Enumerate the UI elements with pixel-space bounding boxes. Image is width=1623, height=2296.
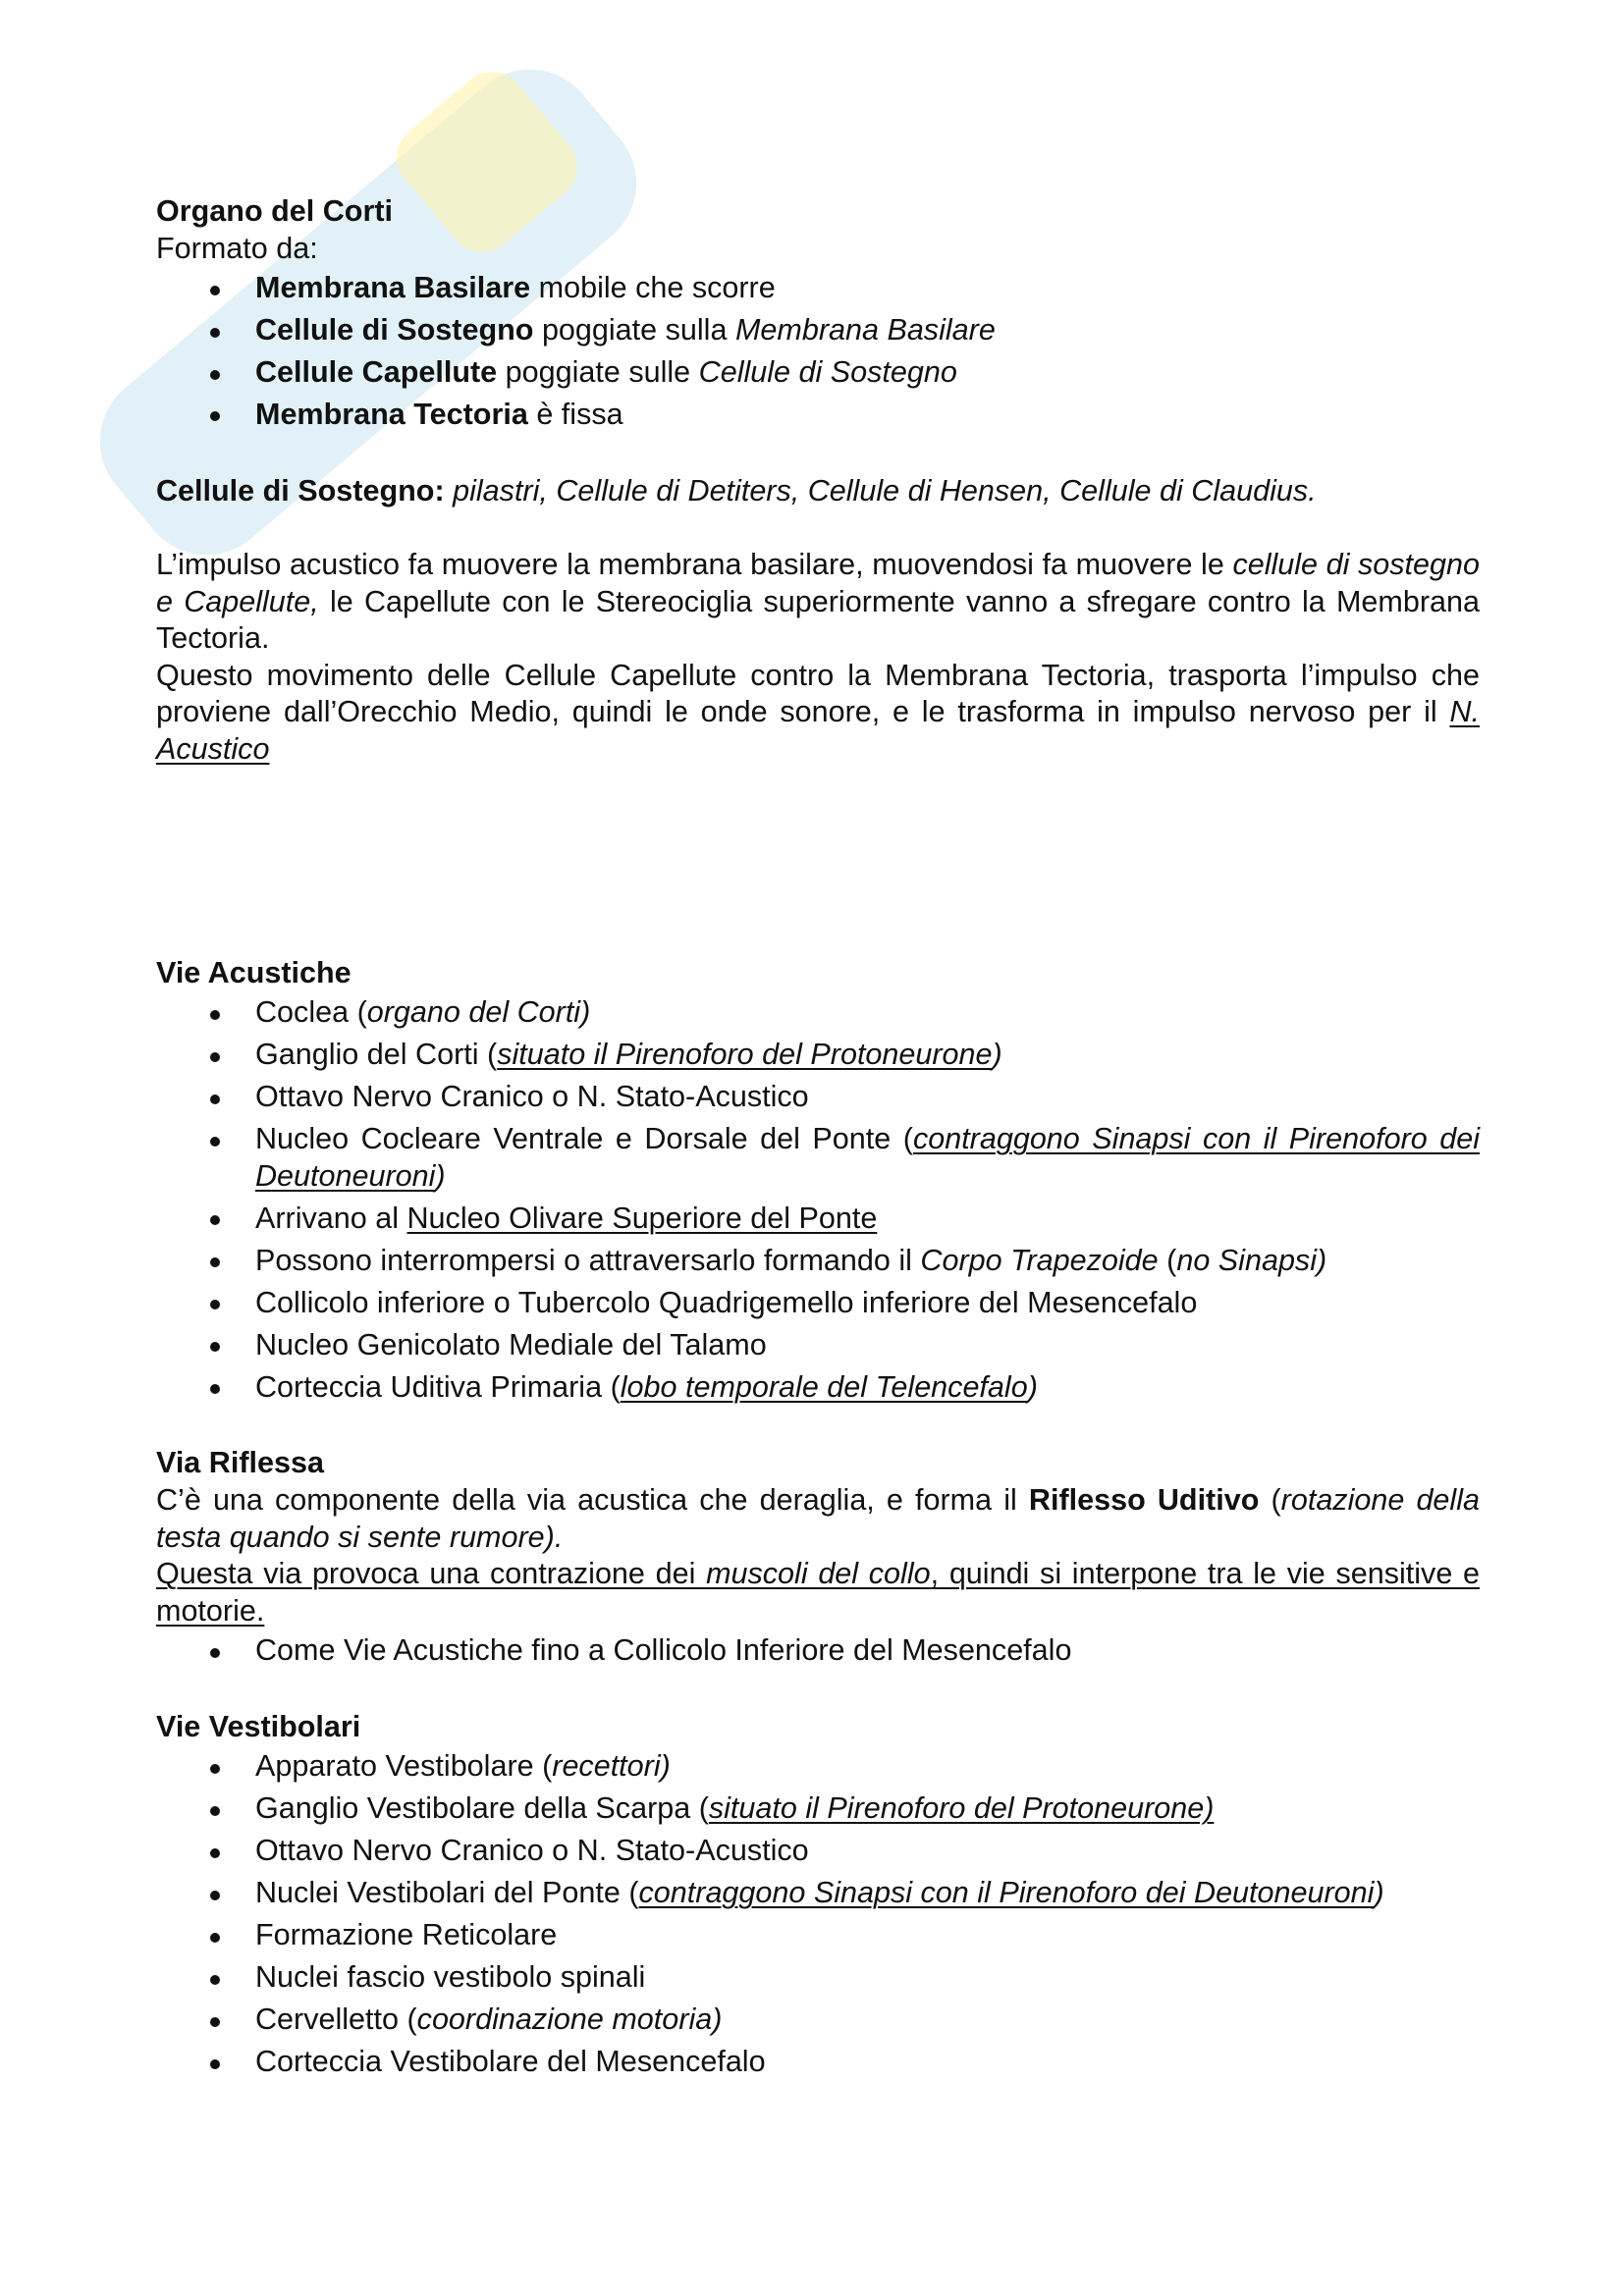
bullet-icon	[210, 1095, 220, 1104]
bullet-icon	[210, 1975, 220, 1985]
list-item	[255, 2041, 1480, 2083]
paragraph-cellule-sostegno	[156, 473, 1480, 510]
list-item	[255, 1831, 1480, 1873]
organo-components-list	[156, 267, 1480, 436]
bullet-icon	[210, 2059, 220, 2069]
list-item	[255, 1035, 1480, 1077]
plain-text: Nuclei Vestibolari del Ponte (	[255, 1876, 639, 1910]
vie-acustiche-list	[156, 992, 1480, 1409]
underlined-italic-text: lobo temporale del Telencefalo	[620, 1369, 1028, 1404]
section-title: Vie Acustiche	[156, 955, 352, 989]
list-item	[255, 394, 1480, 436]
list-item	[255, 1366, 1480, 1409]
list-item	[255, 267, 1480, 309]
underlined-italic-text: contraggono Sinapsi con il Pirenoforo dei Deutoneuroni	[255, 1122, 1480, 1193]
paragraph-riflesso-uditivo	[156, 1482, 1480, 1556]
plain-text: Possono interrompersi o attraversarlo formando il	[255, 1243, 921, 1277]
underlined-italic-text: situato il Pirenoforo del Protoneurone)	[708, 1791, 1215, 1826]
list-item	[255, 1746, 1480, 1789]
plain-text: Coclea (	[255, 995, 367, 1030]
italic-text: Membrana Basilare	[734, 313, 996, 347]
plain-text: C’è una componente della via acustica che deraglia, e forma il	[156, 1483, 1029, 1518]
plain-text: Nucleo Cocleare Ventrale e Dorsale del Ponte (	[255, 1122, 913, 1156]
bullet-icon	[210, 411, 220, 421]
bullet-icon	[210, 1891, 220, 1900]
bold-term: Membrana Basilare	[255, 271, 531, 305]
section-title: Organo del Corti	[156, 194, 393, 229]
plain-text: Nucleo Genicolato Mediale del Talamo	[255, 1327, 767, 1362]
plain-text: mobile che scorre	[530, 271, 776, 305]
bold-term: Cellule di Sostegno	[255, 313, 534, 347]
list-item	[255, 351, 1480, 394]
italic-text: coordinazione motoria)	[416, 2002, 723, 2037]
bullet-icon	[210, 1300, 220, 1309]
list-item	[255, 1198, 1480, 1240]
plain-text: Come Vie Acustiche fino a Collicolo Inferiore del Mesencefalo	[255, 1633, 1072, 1668]
list-item	[255, 1789, 1480, 1831]
underlined-italic-text: contraggono Sinapsi con il Pirenoforo dei Deutoneuroni	[638, 1876, 1375, 1910]
plain-text: Arrivano al	[255, 1201, 407, 1235]
italic-text: )	[992, 1038, 1002, 1072]
plain-text: Corteccia Vestibolare del Mesencefalo	[255, 2045, 766, 2079]
plain-text: Ottavo Nervo Cranico o N. Stato-Acustico	[255, 1080, 809, 1114]
list-item	[255, 309, 1480, 351]
plain-text: (	[1158, 1243, 1177, 1277]
bullet-icon	[210, 1764, 220, 1774]
plain-text: Questo movimento delle Cellule Capellute contro la Membrana Tectoria, trasporta l’impulso che proviene dall’Orecchio Medio, quindi le onde sonore, e le trasforma in impulso nervoso per il	[156, 658, 1480, 729]
italic-text: rotazione della testa quando si sente rumore).	[156, 1483, 1480, 1554]
list-item	[255, 1914, 1480, 1956]
intro-text: Formato da:	[156, 231, 318, 265]
underlined-text: Nucleo Olivare Superiore del Ponte	[406, 1201, 878, 1235]
plain-text: Apparato Vestibolare (	[255, 1749, 553, 1784]
italic-text: recettori)	[552, 1749, 671, 1784]
italic-text: Corpo Trapezoide	[920, 1243, 1159, 1277]
bullet-icon	[210, 2017, 220, 2027]
list-item	[255, 1999, 1480, 2041]
plain-text: Cervelletto (	[255, 2002, 417, 2037]
paragraph-contrazione-muscoli	[156, 1556, 1480, 1629]
list-item	[255, 1873, 1480, 1915]
italic-text: Cellule di Sostegno	[698, 355, 957, 389]
via-riflessa-list	[156, 1629, 1480, 1672]
bullet-icon	[210, 1342, 220, 1352]
bullet-icon	[210, 1137, 220, 1147]
list-item	[255, 1240, 1480, 1282]
list-item	[255, 1282, 1480, 1324]
bullet-icon	[210, 1806, 220, 1816]
plain-text: Corteccia Uditiva Primaria (	[255, 1369, 621, 1404]
plain-text: Ottavo Nervo Cranico o N. Stato-Acustico	[255, 1834, 809, 1868]
section-title: Vie Vestibolari	[156, 1710, 361, 1744]
plain-text: poggiate sulla	[533, 313, 735, 347]
underlined-text: , quindi si interpone tra le vie sensitive e motorie.	[156, 1557, 1480, 1628]
section-vie-acustiche	[156, 955, 1480, 1409]
bold-term: Cellule di Sostegno:	[156, 473, 445, 507]
plain-text: è fissa	[527, 397, 623, 431]
italic-text: )	[1374, 1876, 1384, 1910]
section-title: Via Riflessa	[156, 1446, 324, 1480]
plain-text: poggiate sulle	[497, 355, 699, 389]
list-item	[255, 1324, 1480, 1366]
bold-term: Riflesso Uditivo	[1028, 1483, 1260, 1518]
bullet-icon	[210, 370, 220, 380]
section-organo-del-corti	[156, 193, 1480, 436]
plain-text: Ganglio del Corti (	[255, 1038, 498, 1072]
underlined-italic-text: situato il Pirenoforo del Protoneurone	[497, 1038, 993, 1072]
paragraph-impulso-acustico	[156, 547, 1480, 658]
italic-text: organo del Corti)	[366, 995, 591, 1030]
list-item	[255, 1956, 1480, 1999]
plain-text: Formazione Reticolare	[255, 1918, 558, 1952]
bullet-icon	[210, 286, 220, 295]
section-vie-vestibolari	[156, 1709, 1480, 2083]
list-item	[255, 992, 1480, 1035]
plain-text: Ganglio Vestibolare della Scarpa (	[255, 1791, 709, 1826]
bullet-icon	[210, 1052, 220, 1062]
bold-term: Cellule Capellute	[255, 355, 498, 389]
plain-text: (	[1259, 1483, 1281, 1518]
vie-vestibolari-list	[156, 1746, 1480, 2084]
bullet-icon	[210, 1933, 220, 1943]
plain-text: Nuclei fascio vestibolo spinali	[255, 1960, 646, 1995]
bullet-icon	[210, 1215, 220, 1225]
document-content	[156, 193, 1480, 2083]
list-item	[255, 1077, 1480, 1119]
underlined-italic-text: N. Acustico	[156, 695, 1480, 766]
italic-text: cellule di sostegno e Capellute,	[156, 548, 1480, 618]
list-item	[255, 1118, 1480, 1198]
italic-text: no Sinapsi)	[1176, 1243, 1327, 1277]
plain-text: le Capellute con le Stereociglia superiormente vanno a sfregare contro la Membrana Tectoria.	[156, 584, 1480, 656]
bullet-icon	[210, 1010, 220, 1020]
underlined-text: Questa via provoca una contrazione dei	[156, 1557, 707, 1591]
bullet-icon	[210, 1257, 220, 1267]
bold-term: Membrana Tectoria	[255, 397, 528, 431]
bullet-icon	[210, 1848, 220, 1858]
italic-text: )	[1027, 1369, 1038, 1404]
bullet-icon	[210, 328, 220, 338]
paragraph-movimento-cellule	[156, 658, 1480, 769]
bullet-icon	[210, 1648, 220, 1658]
section-via-riflessa	[156, 1445, 1480, 1672]
bullet-icon	[210, 1384, 220, 1394]
underlined-italic-text: muscoli del collo	[706, 1557, 931, 1591]
plain-text: Collicolo inferiore o Tubercolo Quadrigemello inferiore del Mesencefalo	[255, 1285, 1198, 1319]
italic-text: pilastri, Cellule di Detiters, Cellule di Hensen, Cellule di Claudius.	[453, 473, 1317, 507]
list-item	[255, 1629, 1480, 1672]
italic-text: )	[435, 1158, 446, 1193]
plain-text: L’impulso acustico fa muovere la membrana basilare, muovendosi fa muovere le	[156, 548, 1233, 582]
